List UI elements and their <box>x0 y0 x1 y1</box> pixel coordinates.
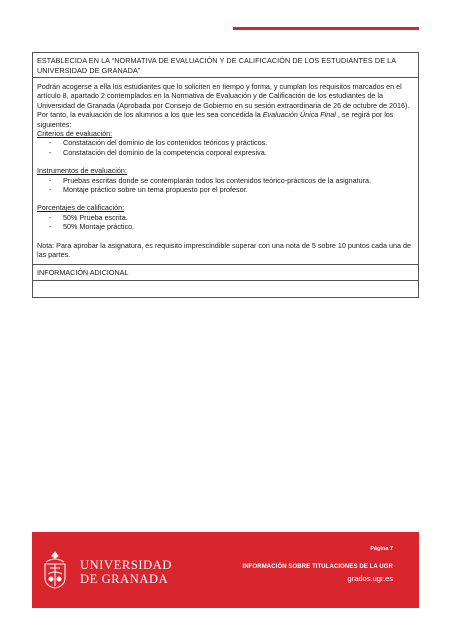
evaluation-table <box>32 52 419 298</box>
criteria-list <box>37 138 414 157</box>
criteria-item: - Constatación del dominio de la competencia corporal expresiva. <box>49 148 414 157</box>
intro2-text: Por tanto, la evaluación de los alumnos a los que les sea concedida la <box>37 110 263 120</box>
percent-list <box>37 213 414 232</box>
instruments-list <box>37 176 414 195</box>
instruments-item: - Montaje práctico sobre un tema propuesto por el profesor. <box>49 185 414 194</box>
section-header: ESTABLECIDA EN LA “NORMATIVA DE EVALUACIÓN Y DE CALIFICACIÓN DE LOS ESTUDIANTES DE LA UNIVERSIDAD DE GRANADA” <box>33 53 418 78</box>
university-name-line1: UNIVERSIDAD <box>80 558 173 572</box>
titulaciones-info-title: INFORMACIÓN SOBRE TITULACIONES DE LA UGR <box>242 564 393 570</box>
criteria-title: Criterios de evaluación: <box>37 129 113 139</box>
university-name-line2: DE GRANADA <box>80 572 169 586</box>
intro-paragraph: Podrán acogerse a ella los estudiantes que lo soliciten en tiempo y forma, y cumplan los requisitos marcados en el artículo 8, apartado 2 contemplados en la Normativa de Evaluación y de Calificación de los estudiantes de la Universidad de Granada (Aprobada por Consejo de Gobierno en su sesión extraordinaria de 26 de octubre de 2016). <box>37 82 410 110</box>
section-body <box>33 78 418 265</box>
instruments-title: Instrumentos de evaluación: <box>37 166 127 176</box>
percent-title: Porcentajes de calificación: <box>37 203 125 213</box>
page-footer <box>32 532 419 608</box>
intro-paragraph-2 <box>37 110 414 129</box>
additional-info-body <box>33 281 418 297</box>
intro2-after: , se regirá por los siguientes: <box>37 110 394 129</box>
website-link[interactable]: grados.ugr.es <box>347 574 393 583</box>
percent-item: - 50% Prueba escrita. <box>49 213 414 222</box>
note-paragraph: Nota: Para aprobar la asignatura, es requisito imprescindible superar con una nota de 5 sobre 10 puntos cada una de las partes. <box>37 240 411 260</box>
university-seal-icon <box>42 550 68 590</box>
intro2-italic: Evaluación Única Final <box>262 110 336 120</box>
page-number: Página 7 <box>370 546 393 552</box>
instruments-item: - Pruebas escritas donde se contemplarán todos los contenidos teórico-prácticos de la asignatura. <box>49 176 414 185</box>
header-accent-rule <box>233 27 419 30</box>
percent-item: - 50% Montaje práctico. <box>49 222 414 231</box>
criteria-item: - Constatación del dominio de los contenidos teóricos y prácticos. <box>49 138 414 147</box>
additional-info-header: INFORMACIÓN ADICIONAL <box>33 265 418 282</box>
